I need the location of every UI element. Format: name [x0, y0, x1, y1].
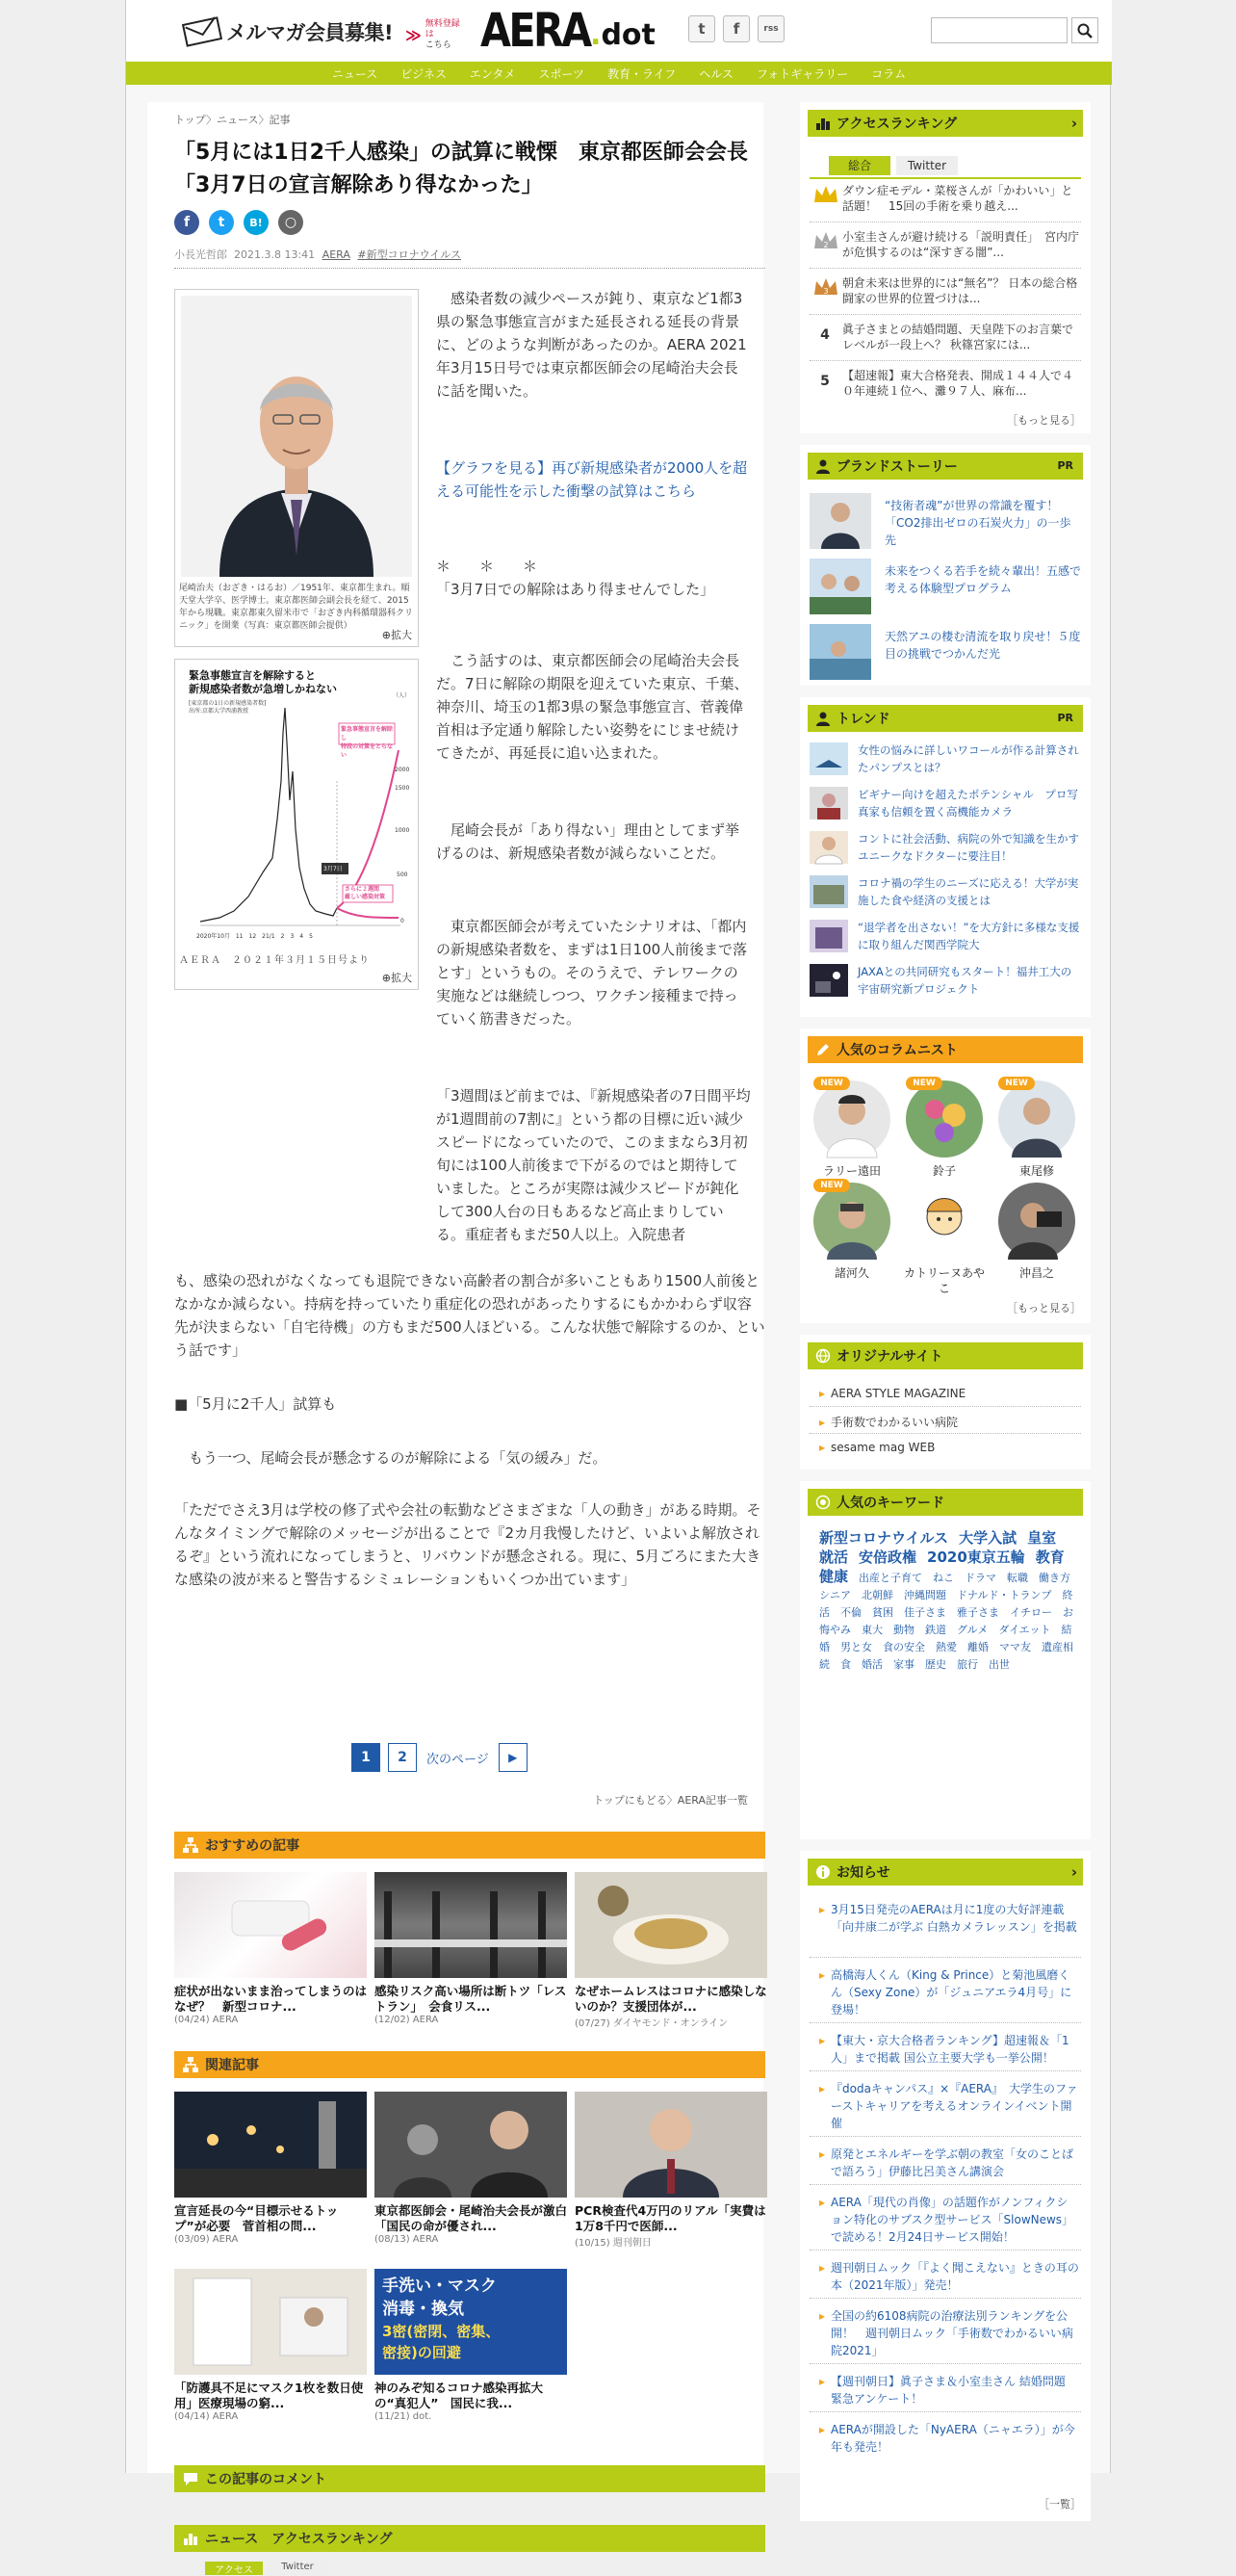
- related-date-5: (11/21) dot.: [374, 2411, 432, 2422]
- keyword-header: [808, 1489, 1083, 1516]
- notice-box: [800, 1851, 1091, 2521]
- columnist-4[interactable]: NEW 諸河久: [810, 1183, 894, 1281]
- ranking-item-5[interactable]: 5 【超速報】東大合格発表、開成１４４人で４０年連続１位へ、灘９７人、麻布...: [810, 368, 1081, 399]
- original-site-header: [808, 1342, 1083, 1369]
- news-ranking-header: [174, 2525, 765, 2552]
- keyword-small-8[interactable]: ドナルド・トランプ: [957, 1589, 1052, 1601]
- trend-thumb-4: [810, 875, 848, 908]
- recommend-thumb-2: [374, 1872, 567, 1978]
- original-site-box: [800, 1335, 1091, 1470]
- recommend-thumb-3: [575, 1872, 767, 1978]
- brand-story-title: ブランドストーリー: [837, 459, 958, 475]
- trend-item-1[interactable]: 女性の悩みに詳しいワコールが作る計算されたパンプスとは？: [810, 740, 1081, 780]
- recommend-header: [174, 1832, 765, 1859]
- graph-y-500: 500: [397, 872, 408, 878]
- register-line1: 無料登録は: [425, 19, 460, 39]
- recommend-date-2: (12/02) AERA: [374, 2015, 439, 2025]
- person-icon: [815, 711, 831, 726]
- main-column: [147, 102, 767, 2576]
- nav-sports[interactable]: スポーツ: [538, 66, 584, 81]
- keyword-small-25[interactable]: 離婚: [967, 1641, 989, 1653]
- envelope-icon: [182, 18, 224, 45]
- keyword-small-10[interactable]: 不倫: [840, 1606, 862, 1619]
- facebook-share-icon[interactable]: f: [174, 210, 199, 235]
- keyword-small-13[interactable]: 雅子さま: [957, 1606, 999, 1619]
- columnist-photo-1: [813, 1080, 890, 1158]
- keyword-small-21[interactable]: 結婚: [819, 1624, 1072, 1653]
- crown-gold-icon: [811, 183, 840, 206]
- facebook-icon[interactable]: f: [723, 15, 750, 42]
- keyword-small-14[interactable]: イチロー: [1010, 1606, 1052, 1619]
- keyword-small-16[interactable]: 東大: [862, 1624, 883, 1636]
- keyword-cloud: [819, 1529, 1079, 1674]
- columnist-1[interactable]: NEW ラリー遠田: [810, 1080, 894, 1179]
- notice-item-4[interactable]: ▸ 『dodaキャンパス』×『AERA』 大学生のファーストキャリアを考えるオンラインイベント開催: [819, 2080, 1079, 2132]
- pr-badge: PR: [1057, 459, 1073, 472]
- chevron-right-icon: ≫: [405, 26, 422, 44]
- recommend-date-3: (07/27) ダイヤモンド・オンライン: [575, 2018, 729, 2029]
- hatena-share-icon[interactable]: B!: [244, 210, 269, 235]
- columnist-box: [800, 1028, 1091, 1323]
- search-button[interactable]: [1071, 17, 1098, 43]
- keyword-big-5[interactable]: 2020東京五輪: [927, 1548, 1025, 1566]
- columnist-more-link[interactable]: ［もっと見る］: [1007, 1302, 1081, 1314]
- divider: [174, 268, 765, 269]
- related-title-1: 宣言延長の今“目標示せるトップ”が必要 菅首相の問...: [174, 2203, 339, 2233]
- sign-line-4: 密接)の回避: [382, 2344, 461, 2361]
- keyword-small-20[interactable]: ダイエット: [998, 1624, 1051, 1636]
- publish-date: 2021.3.8 13:41: [234, 248, 316, 261]
- logo-sub-wrap: [590, 13, 656, 58]
- ranking-icon: [182, 2530, 199, 2547]
- keyword-small-29[interactable]: 婚活: [862, 1658, 883, 1671]
- columnist-title: 人気のコラムニスト: [837, 1043, 958, 1058]
- news-tab-twitter[interactable]: Twitter: [269, 2562, 326, 2575]
- rss-icon[interactable]: rss: [758, 15, 785, 42]
- trend-title: トレンド: [837, 712, 890, 727]
- graph-y-1500: 1500: [395, 785, 410, 792]
- mailmag-label: メルマガ会員募集!: [226, 21, 394, 44]
- columnist-3[interactable]: NEW 東尾修: [994, 1080, 1079, 1179]
- nav-news[interactable]: ニュース: [331, 66, 378, 81]
- ranking-tab-twitter[interactable]: Twitter: [896, 156, 958, 175]
- svg-text:3: 3: [823, 287, 829, 296]
- notice-item-2[interactable]: ▸ 高橋海人くん（King & Prince）と菊池風磨くん（Sexy Zone）が「ジュニアエラ4月号」に登場！: [819, 1966, 1079, 2018]
- page-1[interactable]: 1: [351, 1743, 380, 1772]
- graph-marker: 3月7日: [323, 866, 343, 872]
- comment-icon: [182, 2470, 199, 2487]
- keyword-small-32[interactable]: 旅行: [957, 1658, 978, 1671]
- keyword-small-31[interactable]: 歴史: [925, 1658, 946, 1671]
- graph-title-1: 緊急事態宣言を解除すると: [189, 669, 316, 682]
- related-date-4: (04/14) AERA: [174, 2411, 239, 2422]
- keyword-big-3[interactable]: 就活: [819, 1548, 849, 1566]
- zoom-link[interactable]: ⊕拡大: [381, 972, 412, 984]
- graph-note-1: [東京都の1日の新規感染者数]: [189, 700, 267, 707]
- ranking-num-4: 4: [820, 327, 830, 343]
- columnist-6[interactable]: 沖昌之: [994, 1183, 1079, 1281]
- target-icon: [815, 1495, 831, 1510]
- graph-figure[interactable]: [174, 659, 419, 990]
- paragraph-quote: 「3月7日での解除はあり得ませんでした」: [436, 581, 715, 598]
- recommend-card-3[interactable]: [575, 1872, 767, 2029]
- recommend-date-1: (04/24) AERA: [174, 2015, 239, 2025]
- new-badge: NEW: [906, 1077, 942, 1090]
- trend-thumb-6: [810, 964, 848, 997]
- related-card-2[interactable]: [374, 2092, 567, 2245]
- recommend-title-3: なぜホームレスはコロナに感染しないのか？支援団体が...: [575, 1984, 767, 2014]
- site-logo[interactable]: [480, 4, 656, 58]
- graph-image: [181, 665, 412, 950]
- graph-link[interactable]: 【グラフを見る】再び新規感染者が2000人を超える可能性を示した衝撃の試算はこちら: [436, 459, 748, 500]
- nav-education[interactable]: 教育・ライフ: [606, 66, 677, 81]
- zoom-link[interactable]: ⊕拡大: [381, 629, 412, 641]
- notice-item-10[interactable]: ▸ AERAが開設した「NyAERA（ニャエラ）」が今年も発売！: [819, 2421, 1079, 2456]
- related-card-3[interactable]: [575, 2092, 767, 2249]
- sign-line-1: 手洗い・マスク: [382, 2277, 497, 2296]
- graph-caption: ＡＥＲＡ ２０２１年３月１５日号より: [179, 955, 370, 966]
- trend-item-2[interactable]: ビギナー向けを超えたポテンシャル プロ写真家も信頼を置く高機能カメラ: [810, 784, 1081, 824]
- keyword-small-18[interactable]: 鉄道: [925, 1624, 946, 1636]
- sign-line-2: 消毒・換気: [382, 2300, 464, 2319]
- original-site-1[interactable]: ▸ AERA STYLE MAGAZINE: [819, 1387, 966, 1400]
- page-frame: [125, 0, 1111, 2576]
- paragraph-6: もう一つ、尾崎会長が懸念するのが解除による「気の緩み」だ。: [174, 1449, 607, 1467]
- ranking-tab-all[interactable]: 総合: [829, 156, 890, 175]
- twitter-share-icon[interactable]: t: [209, 210, 234, 235]
- author: 小長光哲郎: [174, 248, 227, 261]
- notice-item-6[interactable]: ▸ AERA「現代の肖像」の話題作がノンフィクション特化のサブスク型サービス「SlowNews」で読める！2月24日サービス開始！: [819, 2194, 1079, 2246]
- paragraph-2: こう話すのは、東京都医師会の尾崎治夫会長だ。7日に解除の期限を迎えていた東京、千葉、神奈川、埼玉の1都3県の緊急事態宣言、菅義偉首相は予定通り解除したい姿勢をにじませ続けてきたが、再延長に追い込まれた。: [436, 652, 749, 762]
- keyword-small-11[interactable]: 貧困: [872, 1606, 893, 1619]
- crown-bronze-icon: [811, 275, 840, 299]
- keyword-box: [800, 1481, 1091, 1839]
- paragraph-4: 東京都医師会が考えていたシナリオは、「都内の新規感染者数を、まずは1日100人前後まで落とす」というもの。そのうえで、テレワークの実施などは継続しつつ、ワクチン接種まで持っていく筋書きだった。: [436, 918, 748, 1028]
- section-heading: ■「5月に2千人」試算も: [174, 1395, 337, 1413]
- tag-aera[interactable]: AERA: [322, 248, 350, 261]
- person-icon: [815, 458, 831, 474]
- graph-label-b: 特段の対策をとらない: [341, 743, 394, 759]
- keyword-big-6[interactable]: 教育: [1035, 1548, 1065, 1566]
- next-arrow-icon[interactable]: ▶: [499, 1743, 528, 1772]
- columnist-photo-4: [813, 1183, 890, 1260]
- chevron-right-icon: ›: [1070, 115, 1077, 132]
- notice-title: お知らせ: [837, 1865, 890, 1881]
- trend-thumb-3: [810, 831, 848, 864]
- sitemap-icon: [182, 2056, 199, 2073]
- pencil-icon: [815, 1042, 831, 1057]
- notice-more-link[interactable]: ［一覧］: [1039, 2498, 1081, 2511]
- related-header: [174, 2051, 765, 2078]
- paragraph-1: 感染者数の減少ペースが鈍り、東京など1都3県の緊急事態宣言がまた延長される延長の背景に、どのような判断があったのか。AERA 2021年3月15日号では東京都医師会の尾崎治夫会長に話を聞いた。: [436, 290, 747, 400]
- global-nav: [126, 62, 1112, 85]
- columnist-2[interactable]: NEW 鈴子: [902, 1080, 987, 1179]
- related-title-3: PCR検査代4万円のリアル「実費は1万8千円で医師...: [575, 2203, 766, 2233]
- columnist-photo-6: [998, 1183, 1075, 1260]
- news-ranking-title: ニュース アクセスランキング: [205, 2532, 393, 2547]
- notice-item-1[interactable]: ▸ 3月15日発売のAERAは月に1度の大好評連載「向井康二が学ぶ 白熱カメラレッスン」を掲載: [819, 1901, 1079, 1936]
- recommend-card-1[interactable]: [174, 1872, 367, 2025]
- related-title-2: 東京都医師会・尾崎治夫会長が激白「国民の命が優され...: [374, 2203, 568, 2233]
- original-site-title: オリジナルサイト: [837, 1349, 943, 1365]
- notice-item-8[interactable]: ▸ 全国の約6108病院の治療法別ランキングを公開！ 週刊朝日ムック「手術数でわかるいい病院2021」: [819, 2307, 1079, 2359]
- ranking-header[interactable]: [808, 110, 1083, 137]
- graph-note-2: 出所:京都大学西浦教授: [189, 708, 249, 715]
- portrait-figure[interactable]: [174, 289, 419, 647]
- ranking-icon: [815, 116, 831, 131]
- ranking-item-4[interactable]: 4 眞子さまとの結婚問題、天皇陛下のお言葉でレベルが一段上へ？ 秋篠宮家には...: [810, 322, 1081, 352]
- columnist-photo-3: [998, 1080, 1075, 1158]
- notice-item-5[interactable]: ▸ 原発とエネルギーを学ぶ朝の教室「女のことばで語ろう」伊藤比呂美さん講演会: [819, 2146, 1079, 2180]
- keyword-small-9[interactable]: 終活: [819, 1589, 1073, 1619]
- trend-header: [808, 705, 1083, 732]
- keyword-small-28[interactable]: 食: [840, 1658, 851, 1671]
- new-badge: NEW: [813, 1077, 850, 1090]
- article-meta: [174, 247, 461, 262]
- logo-dot: .: [590, 18, 602, 52]
- graph-y-2000: 2000: [395, 767, 410, 773]
- ranking-num-5: 5: [820, 374, 830, 389]
- related-thumb-3: [575, 2092, 767, 2198]
- crown-silver-icon: [811, 229, 840, 252]
- recommend-title-2: 感染リスク高い場所は断トツ「レストラン」 会食リス...: [374, 1984, 567, 2014]
- register-line2: こちら: [425, 40, 451, 50]
- news-tab-access[interactable]: アクセス: [205, 2562, 263, 2575]
- pagination: [351, 1743, 528, 1772]
- keyword-small-7[interactable]: 沖縄問題: [904, 1589, 946, 1601]
- nav-entame[interactable]: エンタメ: [469, 66, 516, 81]
- related-date-3: (10/15) 週刊朝日: [575, 2238, 652, 2249]
- keyword-small-26[interactable]: ママ友: [999, 1641, 1031, 1653]
- keyword-big-4[interactable]: 安倍政権: [859, 1548, 917, 1566]
- ranking-box: [800, 102, 1091, 433]
- logo-main: AERA: [480, 4, 590, 58]
- graph-label-c: さらに２週間: [345, 886, 380, 893]
- separator-stars: ＊ ＊ ＊: [436, 558, 538, 575]
- related-thumb-5: [374, 2269, 567, 2375]
- new-badge: NEW: [813, 1179, 850, 1192]
- paragraph-3: 尾崎会長が「あり得ない」理由としてまず挙げるのは、新規感染者数が減らないことだ。: [436, 821, 740, 862]
- pr-badge: PR: [1057, 712, 1073, 724]
- chevron-right-icon: ›: [1070, 1863, 1077, 1881]
- brand-story-box: ブランドストーリー PR “技術者魂”が世界の常識を覆す！「CO2排出ゼロの石炭火力」の一歩先 未来をつくる若手を続々輩出！五感で考える体験型プログラム 天然アユの棲む清流を取り戻せ！５度目の挑戦でつかんだ光: [800, 445, 1091, 686]
- keyword-small-33[interactable]: 出世: [989, 1658, 1010, 1671]
- related-title-5: 神のみぞ知るコロナ感染再拡大の“真犯人” 国民に我...: [374, 2381, 544, 2410]
- globe-icon: [815, 1348, 831, 1364]
- info-icon: [815, 1864, 831, 1880]
- trend-item-4[interactable]: コロナ禍の学生のニーズに応える！大学が実施した食や経済の支援とは: [810, 872, 1081, 913]
- keyword-big-2[interactable]: 皇室: [1027, 1529, 1057, 1547]
- ranking-item-1[interactable]: ダウン症モデル・菜桜さんが「かわいい」と話題！ 15回の手術を乗り越え...: [810, 183, 1081, 214]
- columnist-photo-5: [906, 1183, 983, 1260]
- related-card-1[interactable]: [174, 2092, 367, 2245]
- keyword-small-30[interactable]: 家事: [893, 1658, 914, 1671]
- graph-title-2: 新規感染者数が急増しかねない: [189, 683, 337, 695]
- comments-title: この記事のコメント: [205, 2472, 326, 2487]
- keyword-big-7[interactable]: 健康: [819, 1568, 849, 1585]
- brand-thumb-2: [810, 559, 871, 614]
- portrait-caption: 尾崎治夫（おざき・はるお）／1951年、東京都生まれ。順天堂大学卒、医学博士。東京都医師会副会長を経て、2015年から現職。東京都東久留米市で「おざき内科循環器科クリニック」を開業（写真：東京都医師会提供）: [179, 584, 414, 631]
- brand-thumb-3: [810, 624, 871, 680]
- trend-thumb-2: [810, 787, 848, 820]
- keyword-small-22[interactable]: 男と女: [840, 1641, 872, 1653]
- keyword-small-5[interactable]: シニア: [819, 1589, 851, 1601]
- comments-header: [174, 2465, 765, 2492]
- nav-column[interactable]: コラム: [871, 66, 907, 81]
- ranking-title: アクセスランキング: [837, 117, 958, 132]
- graph-y-0: 0: [400, 918, 404, 924]
- graph-label-d: 厳しい感染対策: [345, 894, 386, 900]
- nav-business[interactable]: ビジネス: [400, 66, 447, 81]
- brand-thumb-1: [810, 493, 871, 549]
- related-title-4: 「防護具不足にマスク1枚を数日使用」医療現場の窮...: [174, 2381, 364, 2410]
- columnist-photo-2: [906, 1080, 983, 1158]
- graph-y-1000: 1000: [395, 827, 410, 834]
- keyword-small-15[interactable]: お悔やみ: [819, 1606, 1073, 1636]
- recommend-title-1: 症状が出ないまま治ってしまうのはなぜ？ 新型コロナ...: [174, 1984, 368, 2014]
- keyword-title: 人気のキーワード: [837, 1496, 944, 1511]
- original-site-3[interactable]: ▸ sesame mag WEB: [819, 1441, 935, 1454]
- tag-corona[interactable]: #新型コロナウイルス: [357, 248, 461, 261]
- keyword-small-4[interactable]: 働き方: [1039, 1572, 1071, 1584]
- related-title: 関連記事: [205, 2058, 259, 2073]
- search-icon: [1077, 23, 1093, 39]
- columnist-header: [808, 1036, 1083, 1063]
- paragraph-5b: も、感染の恐れがなくなっても退院できない高齢者の割合が多いこともあり1500人前後となかなか減らない。持病を持っていたり重症化の恐れがあったりするにもかかわらず収容先が決まらない「自宅待機」の方もまだ500人ほどいる。こんな状態で解除するのか、という話です」: [174, 1272, 765, 1359]
- trend-item-3[interactable]: コントに社会活動、病院の外で知識を生かすユニークなドクターに要注目！: [810, 828, 1081, 869]
- related-thumb-4: [174, 2269, 367, 2375]
- related-thumb-1: [174, 2092, 367, 2198]
- trend-box: [800, 697, 1091, 1017]
- portrait-photo: [181, 296, 412, 577]
- original-site-2[interactable]: ▸ 手術数でわかるいい病院: [819, 1414, 958, 1430]
- graph-x-axis: 2020年10月 11 12 21/1 2 3 4 5: [196, 933, 313, 940]
- sign-line-3: 3密(密閉、密集、: [382, 2323, 501, 2340]
- keyword-big-0[interactable]: 新型コロナウイルス: [819, 1529, 949, 1547]
- trend-item-5[interactable]: “退学者を出さない！”を大方針に多様な支援に取り組んだ関西学院大: [810, 917, 1081, 957]
- ranking-item-2[interactable]: 2 小室圭さんが避け続ける「説明責任」 宮内庁が危惧するのは“深すぎる闇”...: [810, 229, 1081, 260]
- related-card-4[interactable]: [174, 2269, 367, 2422]
- page-2[interactable]: 2: [388, 1743, 417, 1772]
- related-date-1: (03/09) AERA: [174, 2234, 239, 2245]
- notice-item-7[interactable]: ▸ 週刊朝日ムック「『よく聞こえない』ときの耳の本（2021年版）」発売！: [819, 2259, 1079, 2294]
- recommend-card-2[interactable]: [374, 1872, 567, 2025]
- keyword-small-27[interactable]: 遺産相続: [819, 1641, 1073, 1671]
- notice-item-3[interactable]: ▸ 【東大・京大合格者ランキング】超速報＆「1人」まで掲載 国公立主要大学も一挙公開！: [819, 2032, 1079, 2067]
- related-card-5[interactable]: [374, 2269, 567, 2422]
- keyword-small-12[interactable]: 佳子さま: [904, 1606, 946, 1619]
- ranking-item-3[interactable]: 3 朝倉未来は世界的には“無名”？ 日本の総合格闘家の世界的位置づけは...: [810, 275, 1081, 306]
- columnist-5[interactable]: カトリーヌあやこ: [902, 1183, 987, 1296]
- nav-photo[interactable]: フォトギャラリー: [756, 66, 849, 81]
- keyword-small-17[interactable]: 動物: [893, 1624, 914, 1636]
- twitter-icon[interactable]: t: [688, 15, 715, 42]
- breadcrumb[interactable]: トップ〉ニュース〉記事: [174, 114, 291, 126]
- paragraph-7: 「ただでさえ3月は学校の修了式や会社の転勤などさまざまな「人の動き」がある時期。そんなタイミングで解除のメッセージが出ることで『2カ月我慢したけど、いよいよ解放されるぞ』という流れになってしまうと、リバウンドが懸念される。現に、5月ごろにまた大きな感染の波が来ると警告するシミュレーションもいくつか出ています」: [174, 1501, 761, 1588]
- comment-share-icon[interactable]: ○: [278, 210, 303, 235]
- article-title: 「5月には1日2千人感染」の試算に戦慄 東京都医師会会長「3月7日の宣言解除あり得なかった」: [174, 141, 748, 197]
- new-badge: NEW: [998, 1077, 1035, 1090]
- site-header: [126, 0, 1112, 62]
- nav-health[interactable]: ヘルス: [699, 66, 734, 81]
- logo-sub: dot: [601, 18, 656, 52]
- share-buttons: [174, 210, 303, 235]
- keyword-big-1[interactable]: 大学入試: [959, 1529, 1017, 1547]
- keyword-small-19[interactable]: グルメ: [957, 1624, 989, 1636]
- recommend-title: おすすめの記事: [205, 1838, 300, 1854]
- keyword-small-6[interactable]: 北朝鮮: [862, 1589, 893, 1601]
- notice-item-9[interactable]: ▸ 【週刊朝日】眞子さま＆小室圭さん 結婚問題 緊急アンケート！: [819, 2373, 1079, 2407]
- ranking-more-link[interactable]: ［もっと見る］: [1007, 414, 1081, 427]
- back-links[interactable]: トップにもどる〉AERA記事一覧: [593, 1794, 748, 1807]
- keyword-small-0[interactable]: 出産と子育て: [859, 1572, 923, 1584]
- register-link[interactable]: [405, 19, 464, 51]
- graph-unit: （人）: [393, 692, 411, 699]
- trend-thumb-5: [810, 920, 848, 952]
- related-thumb-2: [374, 2092, 567, 2198]
- mailmag-banner[interactable]: [182, 16, 393, 47]
- brand-story-header: [808, 453, 1083, 480]
- related-date-2: (08/13) AERA: [374, 2234, 439, 2245]
- trend-item-6[interactable]: JAXAとの共同研究もスタート！福井工大の宇宙研究新プロジェクト: [810, 961, 1081, 1002]
- keyword-small-3[interactable]: 転職: [1007, 1572, 1029, 1584]
- graph-label-a: 緊急事態宣言を解除し: [341, 726, 394, 742]
- keyword-small-24[interactable]: 熱愛: [936, 1641, 957, 1653]
- sitemap-icon: [182, 1836, 199, 1854]
- keyword-small-23[interactable]: 食の安全: [883, 1641, 925, 1653]
- trend-thumb-1: [810, 742, 848, 775]
- paragraph-5a: 「3週間ほど前までは、『新規感染者の7日間平均が1週間前の7割に』という都の目標に近い減少スピードになっていたので、このままなら3月初旬には100人前後まで下がるのではと期待していました。ところが実際は減少スピードが鈍化して300人台の日もあるなど高止まりしている。重症者もまだ50人以上。入院患者: [436, 1087, 751, 1243]
- recommend-thumb-1: [174, 1872, 367, 1978]
- notice-header[interactable]: [808, 1859, 1083, 1886]
- svg-text:2: 2: [823, 241, 829, 249]
- next-page-link[interactable]: 次のページ: [426, 1752, 489, 1767]
- keyword-small-1[interactable]: ねこ: [933, 1572, 955, 1584]
- keyword-small-2[interactable]: ドラマ: [965, 1572, 997, 1584]
- search-input[interactable]: [931, 17, 1068, 43]
